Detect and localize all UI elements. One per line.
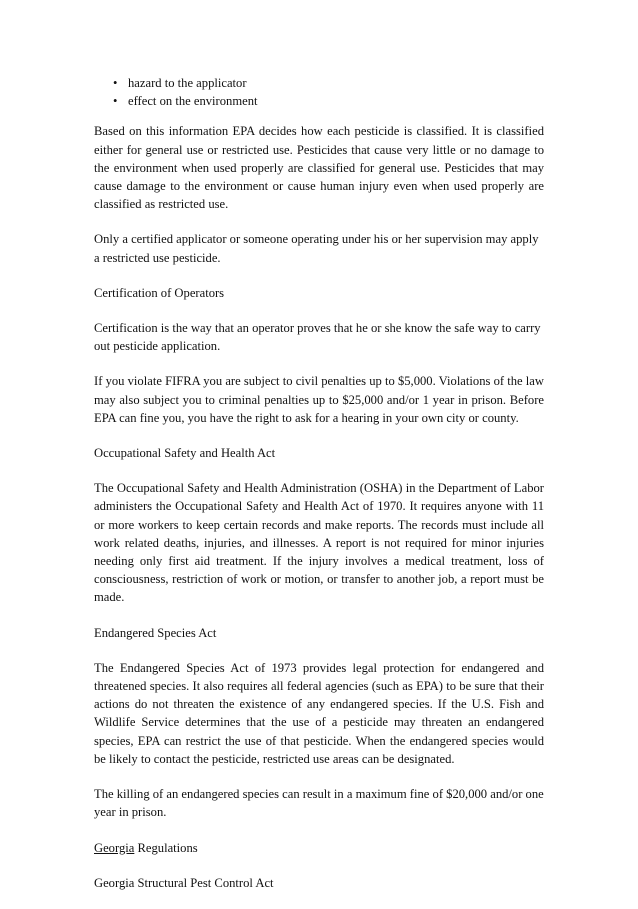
- fifra-penalties-paragraph: If you violate FIFRA you are subject to civil penalties up to $5,000. Violations of the law may also subject you to criminal penalties up to $25,000 and/or 1 year in prison. Before EPA can fine you, you have the right to ask for a hearing in your own city or county.: [94, 374, 544, 425]
- esa-fine-paragraph: The killing of an endangered species can result in a maximum fine of $20,000 and/or one year in prison.: [94, 787, 544, 820]
- page-content: [94, 74, 544, 909]
- regulations-word: Regulations: [137, 840, 198, 855]
- bullet-icon: •: [113, 94, 118, 109]
- esa-paragraph: The Endangered Species Act of 1973 provides legal protection for endangered and threatened species. It also requires all federal agencies (such as EPA) to be sure that their actions do not threaten the existence of any endangered species. If the U.S. Fish and Wildlife Service determines that the use of a pesticide may threaten an endangered species, EPA can restrict the use of that pesticide. When the endangered species would be likely to contact the pesticide, restricted use areas can be designated.: [94, 660, 544, 766]
- osha-paragraph: The Occupational Safety and Health Administration (OSHA) in the Department of Labor administers the Occupational Safety and Health Act of 1970. It requires anyone with 11 or more workers to keep certain records and make reports. The records must include all work related deaths, injuries, and illnesses. A report is not required for minor injuries needing only first aid treatment. If the injury involves a medical treatment, loss of consciousness, restriction of work or motion, or transfer to another job, a report must be made.: [94, 481, 544, 605]
- georgia-act-heading: Georgia Structural Pest Control Act: [94, 875, 274, 890]
- certification-heading: Certification of Operators: [94, 285, 225, 300]
- bullet-item: [94, 74, 544, 92]
- factor-bullet-list: [94, 74, 544, 110]
- classification-paragraph: Based on this information EPA decides how each pesticide is classified. It is classified either for general use or restricted use. Pesticides that cause very little or no damage to the environment when used properly are classified for general use. Pesticides that may cause damage to the environment or cause human injury even when used properly are classified as restricted use.: [94, 124, 544, 212]
- georgia-regulations-heading: [94, 839, 544, 857]
- osha-heading: Occupational Safety and Health Act: [94, 446, 276, 461]
- bullet-text: effect on the environment: [128, 94, 258, 109]
- georgia-word: Georgia: [94, 840, 135, 855]
- bullet-item: [94, 92, 544, 110]
- esa-heading: Endangered Species Act: [94, 625, 217, 640]
- bullet-text: hazard to the applicator: [128, 76, 247, 90]
- certified-applicator-paragraph: Only a certified applicator or someone operating under his or her supervision may apply a restricted use pesticide.: [94, 232, 539, 265]
- bullet-icon: •: [113, 76, 118, 90]
- certification-paragraph: Certification is the way that an operator proves that he or she know the safe way to carry out pesticide application.: [94, 321, 541, 354]
